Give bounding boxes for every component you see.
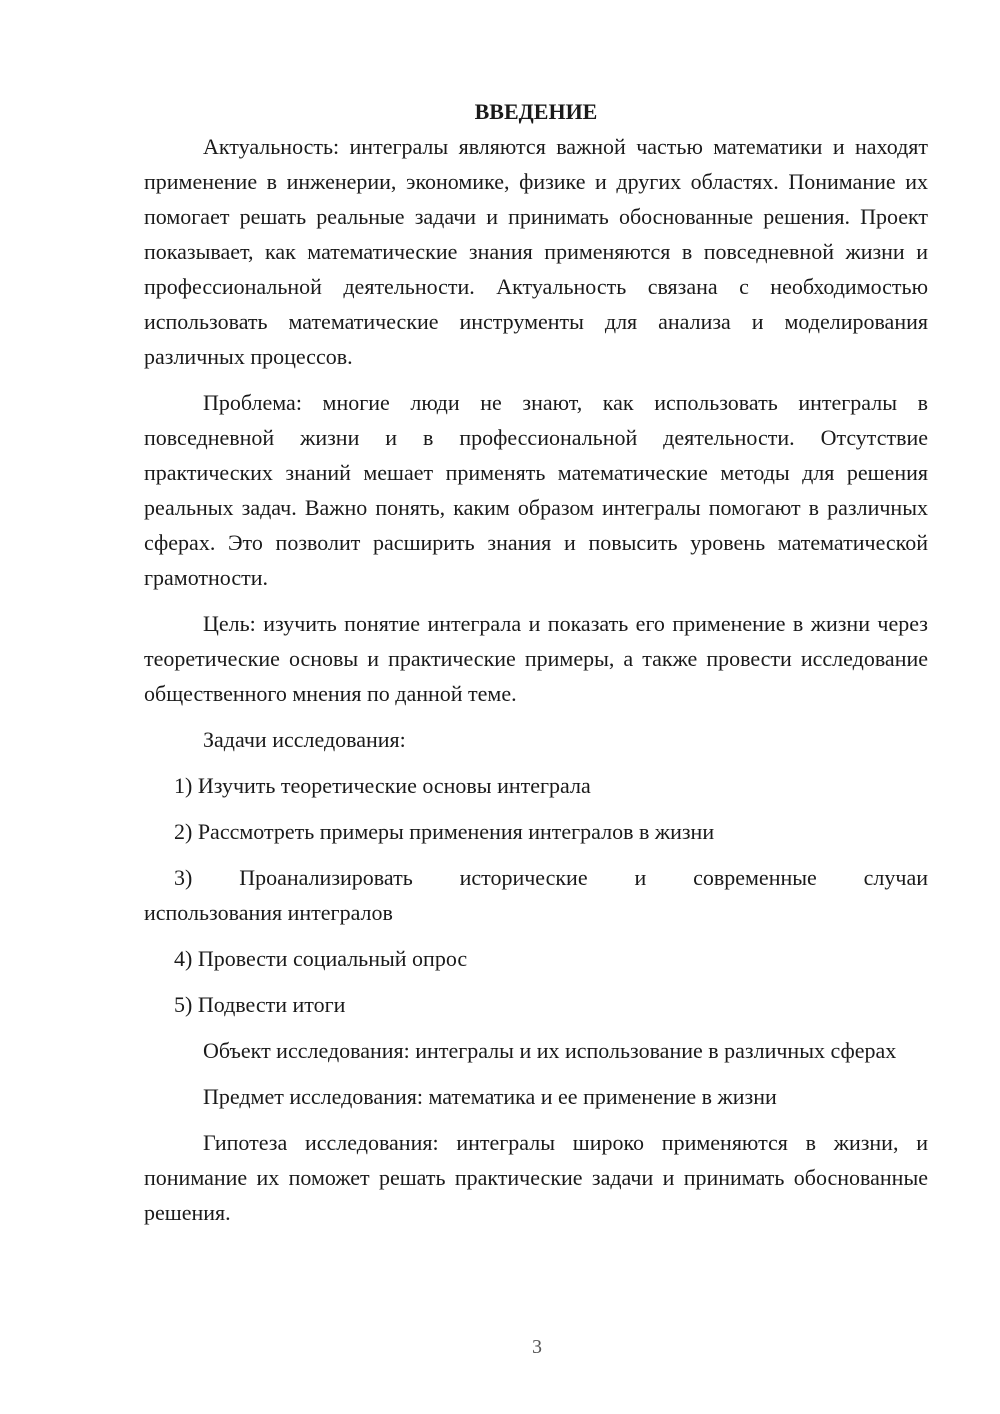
goal-paragraph: Цель: изучить понятие интеграла и показать его применение в жизни через теоретические основы и практические примеры, а также провести исследование общественного мнения по данной теме. [144,611,928,706]
problem-paragraph: Проблема: многие люди не знают, как использовать интегралы в повседневной жизни и в профессиональной деятельности. Отсутствие практических знаний мешает применять математические методы для решения реальных задач. Важно понять, каким образом интегралы помогают в различных сферах. Это позволит расширить знания и повысить уровень математической грамотности. [144,390,928,590]
paragraph-spacer [144,595,928,606]
tasks-label: Задачи исследования: [203,727,406,752]
subject-paragraph: Предмет исследования: математика и ее применение в жизни [203,1084,777,1109]
page-number: 3 [532,1336,542,1358]
paragraph-spacer [144,1068,928,1079]
paragraph-spacer [144,930,928,941]
paragraph-spacer [144,1114,928,1125]
relevance-paragraph: Актуальность: интегралы являются важной частью математики и находят применение в инженерии, экономике, физике и других областях. Понимание их помогает решать реальные задачи и принимать обоснованные решения. Проект показывает, как математические знания применяются в повседневной жизни и профессиональной деятельности. Актуальность связана с необходимостью использовать математические инструменты для анализа и моделирования различных процессов. [144,134,928,369]
paragraph-spacer [144,803,928,814]
paragraph-spacer [144,976,928,987]
paragraph-spacer [144,374,928,385]
task-item-2: 2) Рассмотреть примеры применения интегралов в жизни [174,819,715,844]
paragraph-spacer [144,757,928,768]
paragraph-spacer [144,1022,928,1033]
paragraph-spacer [144,849,928,860]
object-paragraph: Объект исследования: интегралы и их использование в различных сферах [203,1038,897,1063]
task-item-3 [144,860,928,930]
hypothesis-paragraph: Гипотеза исследования: интегралы широко применяются в жизни, и понимание их поможет решать практические задачи и принимать обоснованные решения. [144,1130,928,1225]
task-item-5: 5) Подвести итоги [174,992,346,1017]
task-item-1: 1) Изучить теоретические основы интеграла [174,773,591,798]
task-item-3-line-2: использования интегралов [144,900,393,925]
paragraph-spacer [144,711,928,722]
page-content [144,94,928,1230]
task-item-3-line-1: 3) Проанализировать исторические и современные случаи [174,865,928,890]
task-item-4: 4) Провести социальный опрос [174,946,468,971]
section-heading: ВВЕДЕНИЕ [474,99,598,124]
